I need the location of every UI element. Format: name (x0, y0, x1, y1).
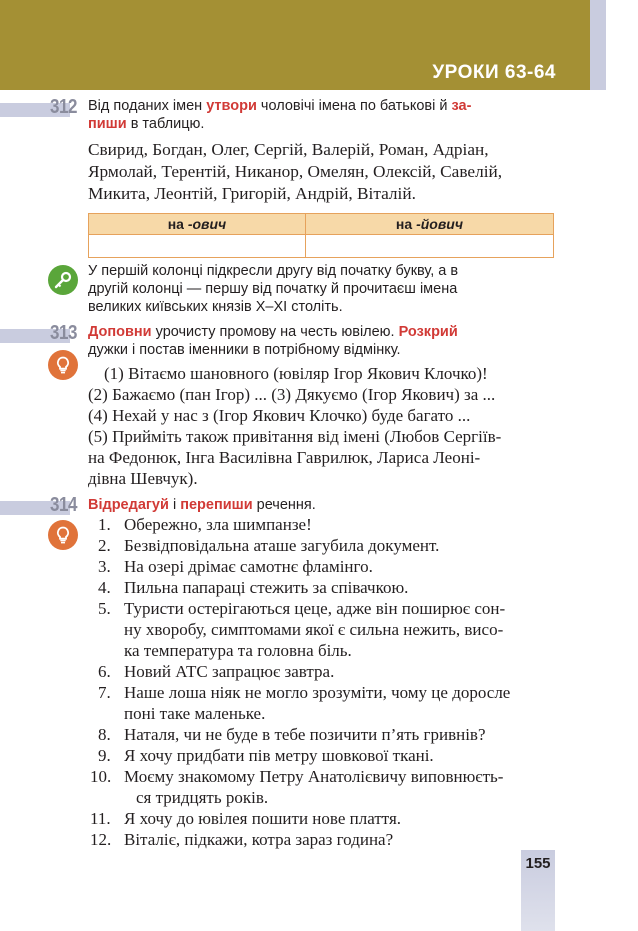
lightbulb-icon (48, 520, 78, 550)
lightbulb-icon (48, 350, 78, 380)
sentence-list (90, 514, 558, 850)
page-number: 155 (525, 855, 551, 872)
list-item: 2. Безвідповідальна аташе загубила документ. (98, 536, 440, 555)
list-item: 9. Я хочу придбати пів метру шовкової тканi. (98, 746, 434, 765)
list-item: 11. Я хочу до ювілея пошити нове плаття. (90, 809, 402, 828)
list-item: 7. Наше лоша ніяк не могло зрозуміти, чому це доросле поні таке маленьке. (98, 683, 511, 723)
exercise-312-task: Від поданих імен утвори чоловічі імена по батькові й за- пиши в таблицю. (88, 98, 472, 132)
list-item: 4. Пильна папараці стежить за співачкою. (98, 578, 409, 597)
names-line: Свирид, Богдан, Олег, Сергій, Валерій, Роман, Адріан, (88, 140, 489, 159)
list-item: 10. Моєму знакомому Петру Анатолієвичу виповнюєть- ся тридцять років. (90, 767, 504, 807)
exercise-number: 314 (50, 494, 78, 516)
exercise-313-task: Доповни урочисту промову на честь ювілею. Розкрий дужки і постав іменники в потрібному відмінку. (88, 324, 458, 358)
exercise-313-text: (1) Вітаємо шановного (ювіляр Ігор Якович Клочко)! (2) Бажаємо (пан Ігор) ... (3) Дякуємо (Ігор Якович) за ... (4) Нехай у нас з (Ігор Якович Клочко) буде багато ... (5) Прийміть також привітання від імені (Любов Сергіїв- на Федонюк, Інга Василівна Гаврилюк, Лариса Леоні- дівна Шевчук). (88, 364, 502, 488)
list-item: 1. Обережно, зла шимпанзе! (98, 515, 312, 534)
fill-table (88, 213, 554, 258)
list-item: 12. Віталіє, підкажи, котра зараз година? (90, 830, 394, 849)
list-item: 8. Наталя, чи не буде в тебе позичити п’ять гривнів? (98, 725, 486, 744)
key-note: У першій колонці підкресли другу від початку букву, а в другій колонці — першу від початку й прочитаєш імена великих київських князів X–XI століть. (88, 263, 459, 315)
list-item: 6. Новий АТС запрацює завтра. (98, 662, 335, 681)
list-item: 5. Туристи остерігаються цеце, адже він поширює сон- ну хворобу, симптомами якої є сильна нежить, висо- ка температура та головна біль. (98, 599, 506, 660)
side-stripe (590, 0, 606, 90)
list-item: 3. На озері дрімає самотнє фламінго. (98, 557, 373, 576)
names-line: Микита, Леонтій, Григорій, Андрій, Віталій. (88, 184, 416, 203)
exercise-314-task: Відредагуй і перепиши речення. (88, 497, 316, 513)
table-cell-empty[interactable] (305, 235, 553, 258)
exercise-number: 313 (50, 322, 78, 344)
names-line: Ярмолай, Терентій, Никанор, Омелян, Олексій, Савелій, (88, 162, 503, 181)
lesson-title: УРОКИ 63-64 (432, 62, 556, 83)
table-header-ovych: на -ович (89, 214, 306, 235)
exercise-number: 312 (50, 96, 78, 118)
table-cell-empty[interactable] (89, 235, 306, 258)
key-icon (48, 265, 78, 295)
side-gap (610, 0, 638, 90)
table-header-yovych: на -йович (305, 214, 553, 235)
